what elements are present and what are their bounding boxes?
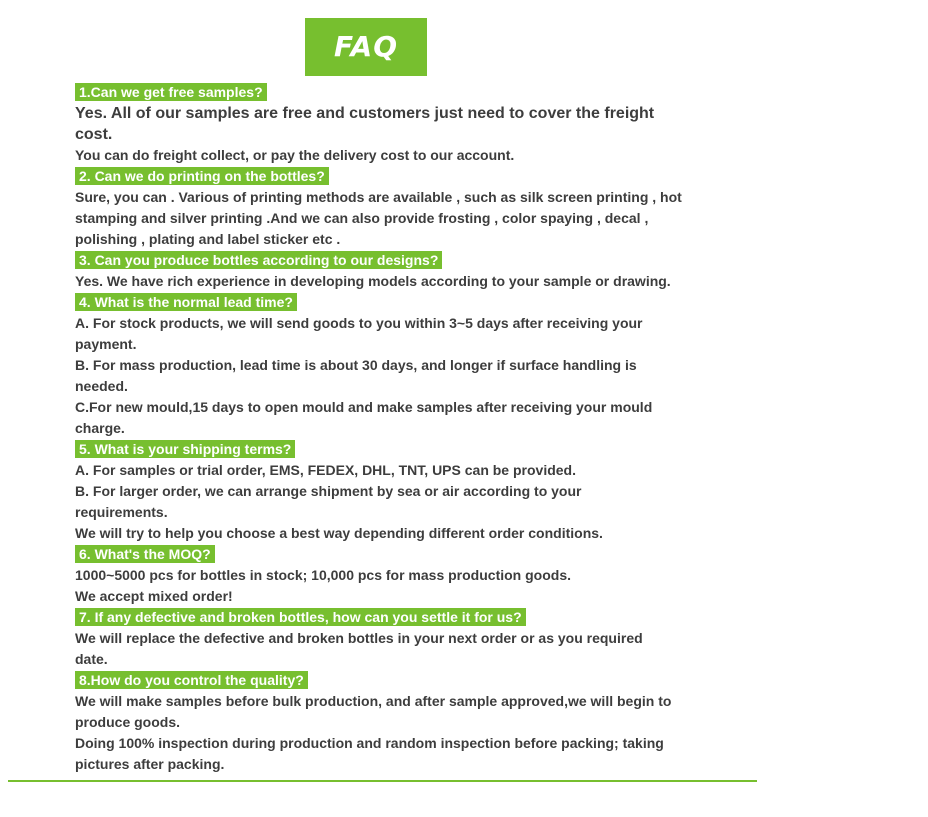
- faq-list: [75, 82, 715, 775]
- faq-item-5: [75, 439, 715, 460]
- faq-answer-5c: We will try to help you choose a best way depending different order conditions.: [75, 525, 603, 541]
- faq-item-2: [75, 166, 715, 187]
- faq-answer-2a: Sure, you can . Various of printing methods are available , such as silk screen printing , hot stamping and silver printing .And we can also provide frosting , color spaying , decal , polishing , plating and label sticker etc .: [75, 189, 682, 247]
- faq-question-6: 6. What's the MOQ?: [75, 545, 215, 563]
- faq-answer-6a: 1000~5000 pcs for bottles in stock; 10,000 pcs for mass production goods.: [75, 567, 571, 583]
- faq-answer-6b: We accept mixed order!: [75, 588, 233, 604]
- faq-item-3: [75, 250, 715, 271]
- faq-answer-4b: B. For mass production, lead time is about 30 days, and longer if surface handling is needed.: [75, 357, 637, 394]
- bottom-divider: [8, 780, 757, 782]
- faq-answer-4c: C.For new mould,15 days to open mould and make samples after receiving your mould charge.: [75, 399, 653, 436]
- faq-answer-5a: A. For samples or trial order, EMS, FEDEX, DHL, TNT, UPS can be provided.: [75, 462, 576, 478]
- faq-answer-7a: We will replace the defective and broken bottles in your next order or as you required date.: [75, 630, 643, 667]
- faq-question-2: 2. Can we do printing on the bottles?: [75, 167, 329, 185]
- faq-item-6: [75, 544, 715, 565]
- faq-answer-8a: We will make samples before bulk production, and after sample approved,we will begin to produce goods.: [75, 693, 672, 730]
- faq-question-7: 7. If any defective and broken bottles, how can you settle it for us?: [75, 608, 526, 626]
- faq-answer-1b: You can do freight collect, or pay the delivery cost to our account.: [75, 147, 515, 163]
- faq-answer-3a: Yes. We have rich experience in developing models according to your sample or drawing.: [75, 273, 671, 289]
- faq-question-1: 1.Can we get free samples?: [75, 83, 267, 101]
- faq-item-1: [75, 82, 715, 103]
- faq-answer-4a: A. For stock products, we will send goods to you within 3~5 days after receiving your payment.: [75, 315, 643, 352]
- faq-answer-5b: B. For larger order, we can arrange shipment by sea or air according to your requirements.: [75, 483, 582, 520]
- faq-question-3: 3. Can you produce bottles according to our designs?: [75, 251, 442, 269]
- faq-question-4: 4. What is the normal lead time?: [75, 293, 297, 311]
- faq-title-banner: FAQ: [305, 18, 427, 76]
- faq-item-7: [75, 607, 715, 628]
- faq-question-5: 5. What is your shipping terms?: [75, 440, 295, 458]
- faq-answer-8b: Doing 100% inspection during production and random inspection before packing; taking pictures after packing.: [75, 735, 664, 772]
- faq-question-8: 8.How do you control the quality?: [75, 671, 308, 689]
- faq-answer-1a: Yes. All of our samples are free and customers just need to cover the freight cost.: [75, 105, 655, 143]
- faq-item-8: [75, 670, 715, 691]
- faq-item-4: [75, 292, 715, 313]
